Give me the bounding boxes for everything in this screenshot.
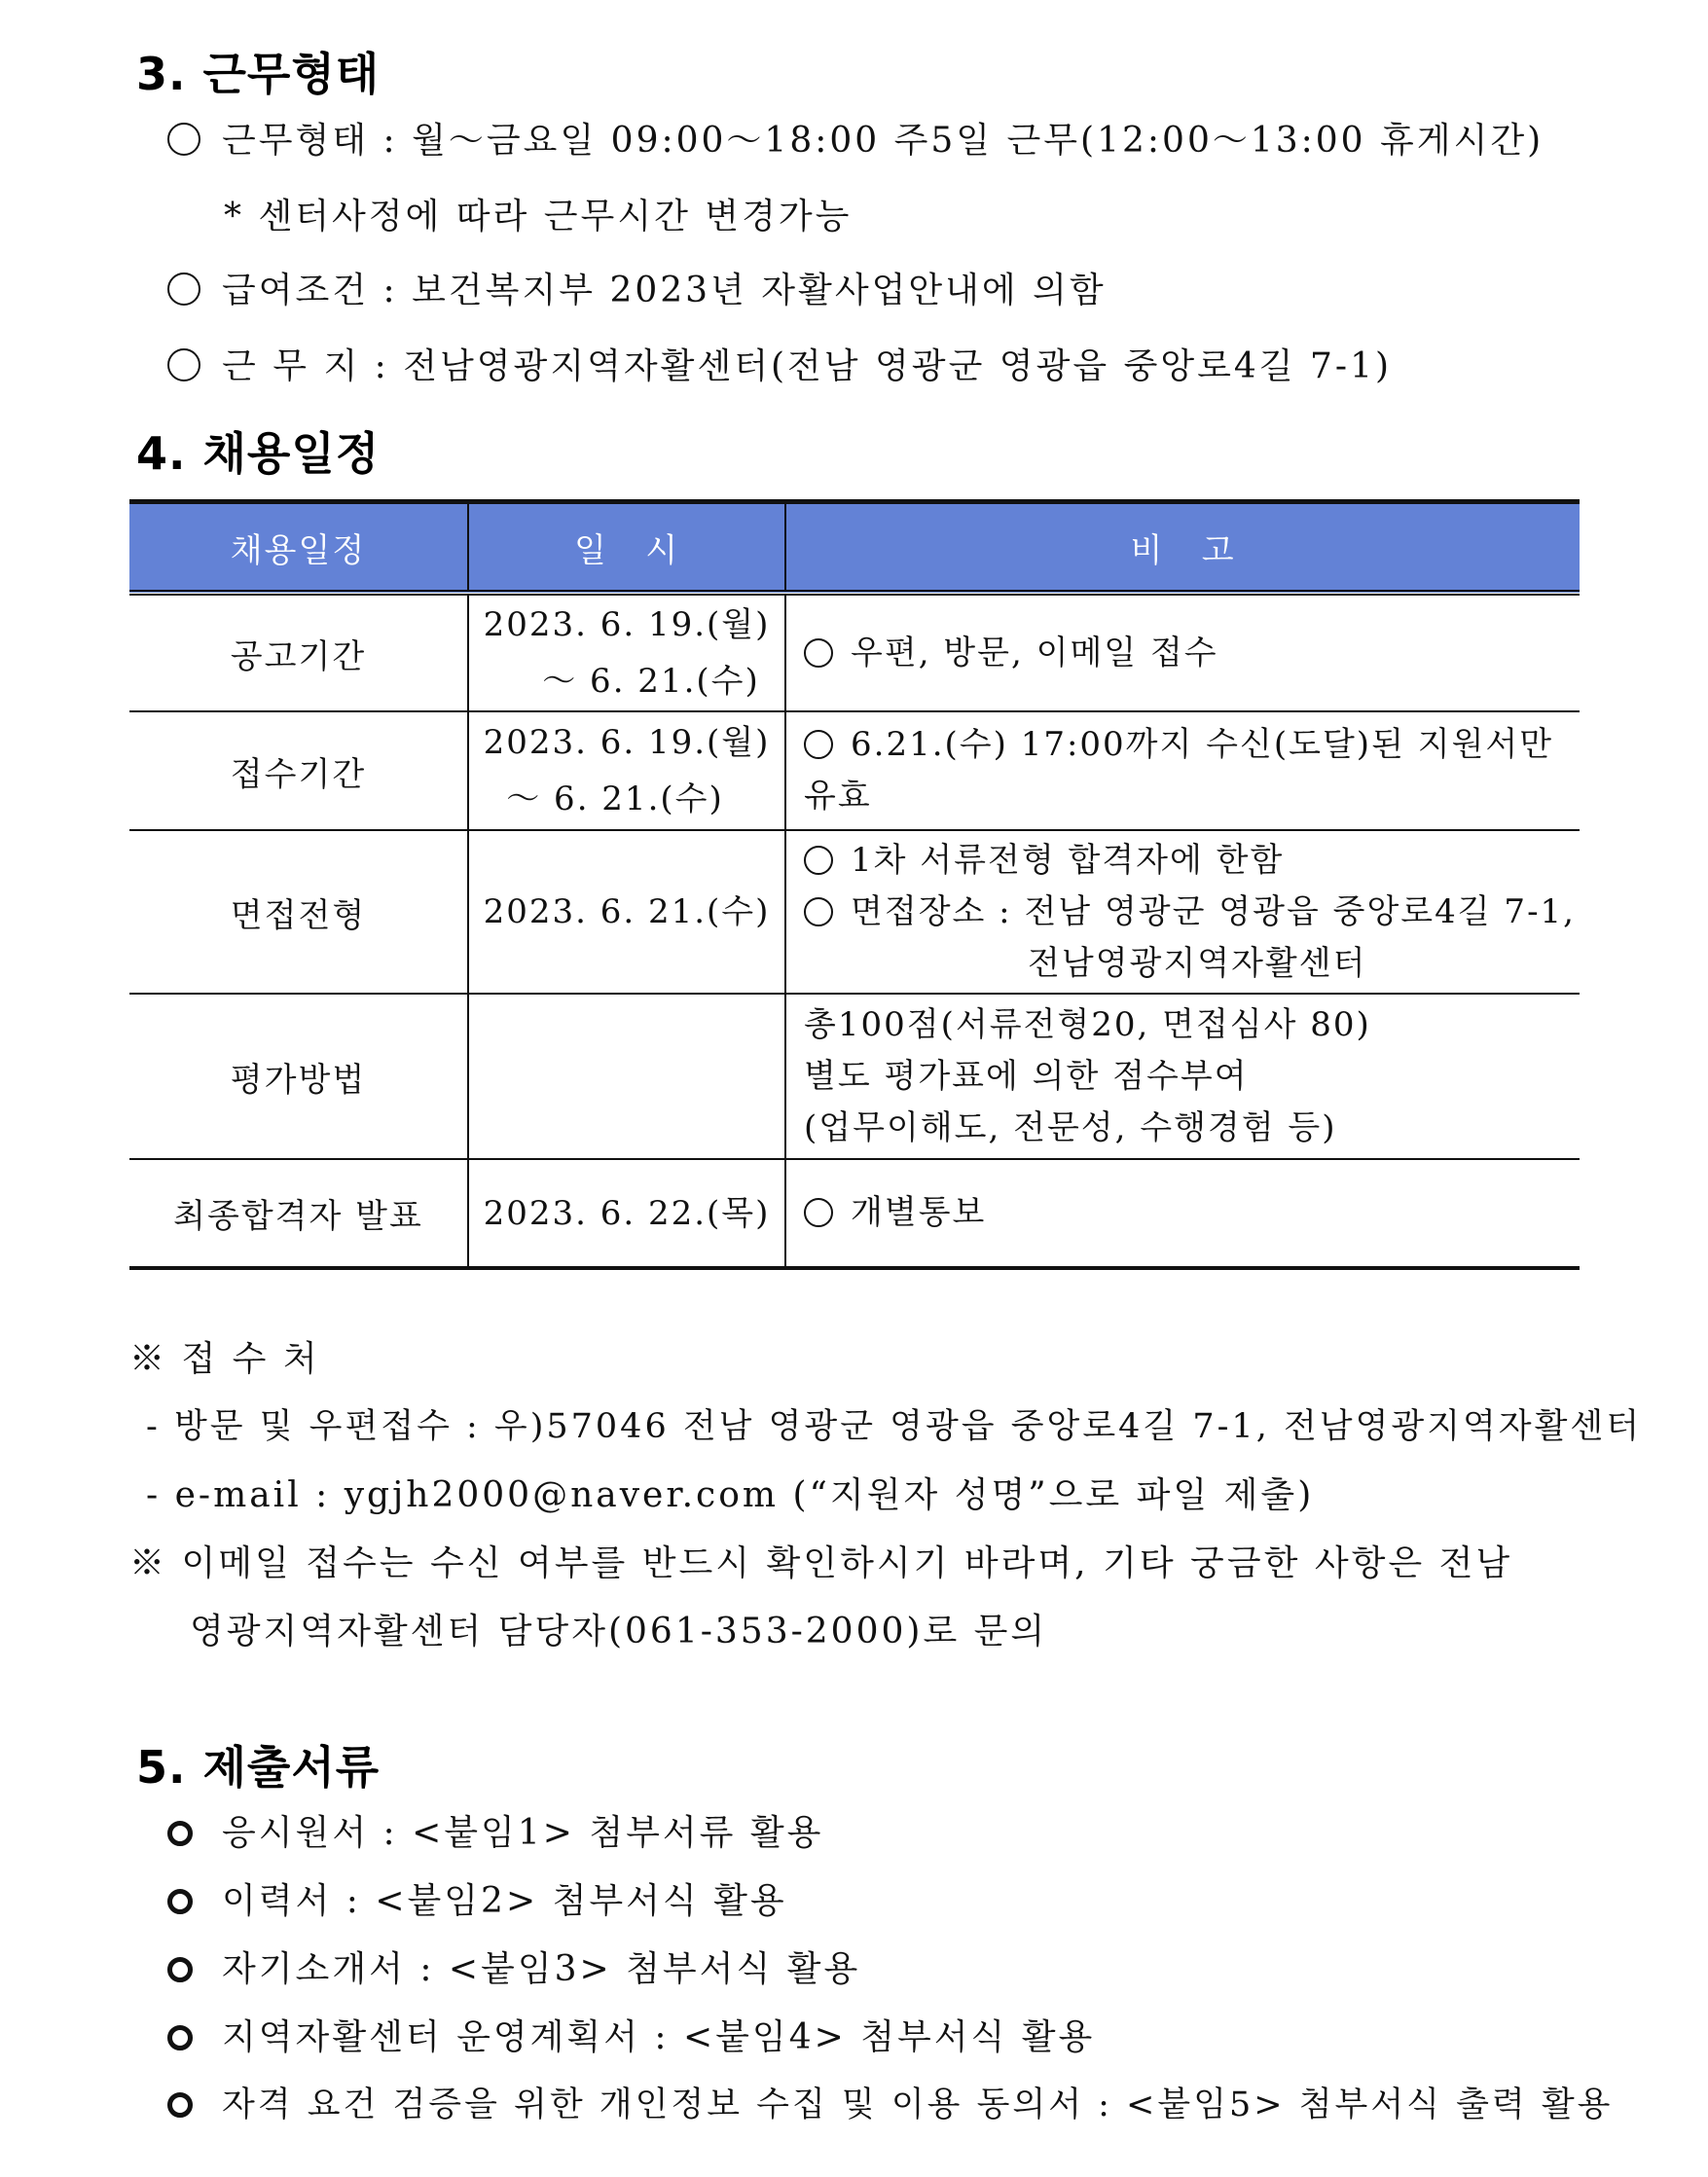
- document-item: 이력서 : <붙임2> 첨부서식 활용: [167, 1873, 787, 1923]
- ring-bullet-icon: [167, 1957, 193, 1982]
- ring-bullet-icon: [167, 1821, 193, 1846]
- section4-heading: 4. 채용일정: [136, 427, 381, 480]
- document-item: 자기소개서 : <붙임3> 첨부서식 활용: [167, 1941, 860, 1991]
- stage-cell: 최종합격자 발표: [129, 1159, 468, 1268]
- notes-cell: 총100점(서류전형20, 면접심사 80) 별도 평가표에 의한 점수부여 (업무이해도, 전문성, 수행경험 등): [785, 994, 1580, 1159]
- circle-bullet-icon: [804, 897, 833, 926]
- table-row: [129, 711, 1580, 830]
- workplace-item: 근 무 지 : 전남영광지역자활센터(전남 영광군 영광읍 중앙로4길 7-1): [167, 339, 1392, 388]
- date-cell: 2023. 6. 21.(수): [468, 830, 785, 994]
- notes-cell: 개별통보: [785, 1159, 1580, 1268]
- date-cell: 2023. 6. 19.(월) ～ 6. 21.(수): [468, 593, 785, 711]
- document-item: 지역자활센터 운영계획서 : <붙임4> 첨부서식 활용: [167, 2010, 1095, 2059]
- ring-bullet-icon: [167, 2025, 193, 2050]
- notes-cell: 1차 서류전형 합격자에 한함 면접장소 : 전남 영광군 영광읍 중앙로4길 7-1, 전남영광지역자활센터: [785, 830, 1580, 994]
- notice-visit-mail: - 방문 및 우편접수 : 우)57046 전남 영광군 영광읍 중앙로4길 7-1, 전남영광지역자활센터: [146, 1407, 1643, 1446]
- circle-bullet-icon: [167, 123, 200, 156]
- table-row: [129, 994, 1580, 1159]
- stage-cell: 면접전형: [129, 830, 468, 994]
- section5-heading: 5. 제출서류: [136, 1741, 381, 1794]
- stage-cell: 접수기간: [129, 711, 468, 830]
- table-header-row: [129, 502, 1580, 594]
- header-notes: 비 고: [785, 502, 1580, 594]
- date-cell: [468, 994, 785, 1159]
- circle-bullet-icon: [804, 730, 833, 759]
- date-cell: 2023. 6. 19.(월) ～ 6. 21.(수): [468, 711, 785, 830]
- circle-bullet-icon: [804, 846, 833, 875]
- work-hours-item: 근무형태 : 월～금요일 09:00～18:00 주5일 근무(12:00～13:00 휴게시간): [167, 113, 1544, 163]
- circle-bullet-icon: [804, 1198, 833, 1227]
- table-row: [129, 593, 1580, 711]
- table-row: [129, 830, 1580, 994]
- document-item: 응시원서 : <붙임1> 첨부서류 활용: [167, 1805, 823, 1855]
- work-hours-note: * 센터사정에 따라 근무시간 변경가능: [224, 197, 853, 236]
- circle-bullet-icon: [167, 272, 200, 306]
- notice-heading: ※ 접 수 처: [129, 1339, 320, 1379]
- schedule-table: [129, 499, 1580, 1270]
- section3-heading: 3. 근무형태: [136, 48, 381, 100]
- ring-bullet-icon: [167, 1889, 193, 1914]
- circle-bullet-icon: [167, 348, 200, 381]
- salary-item: 급여조건 : 보건복지부 2023년 자활사업안내에 의함: [167, 263, 1107, 312]
- notice-contact: 영광지역자활센터 담당자(061-353-2000)로 문의: [190, 1612, 1048, 1651]
- header-stage: 채용일정: [129, 502, 468, 594]
- circle-bullet-icon: [804, 638, 833, 668]
- notes-cell: 6.21.(수) 17:00까지 수신(도달)된 지원서만 유효: [785, 711, 1580, 830]
- header-date: 일 시: [468, 502, 785, 594]
- table-row: [129, 1159, 1580, 1268]
- notice-email: - e-mail : ygjh2000@naver.com (“지원자 성명”으로 파일 제출): [146, 1475, 1315, 1515]
- ring-bullet-icon: [167, 2092, 193, 2118]
- stage-cell: 평가방법: [129, 994, 468, 1159]
- document-item: 자격 요건 검증을 위한 개인정보 수집 및 이용 동의서 : <붙임5> 첨부서식 출력 활용: [167, 2078, 1613, 2126]
- notice-confirm: ※ 이메일 접수는 수신 여부를 반드시 확인하시기 바라며, 기타 궁금한 사항은 전남: [129, 1543, 1513, 1583]
- notes-cell: 우편, 방문, 이메일 접수: [785, 593, 1580, 711]
- date-cell: 2023. 6. 22.(목): [468, 1159, 785, 1268]
- stage-cell: 공고기간: [129, 593, 468, 711]
